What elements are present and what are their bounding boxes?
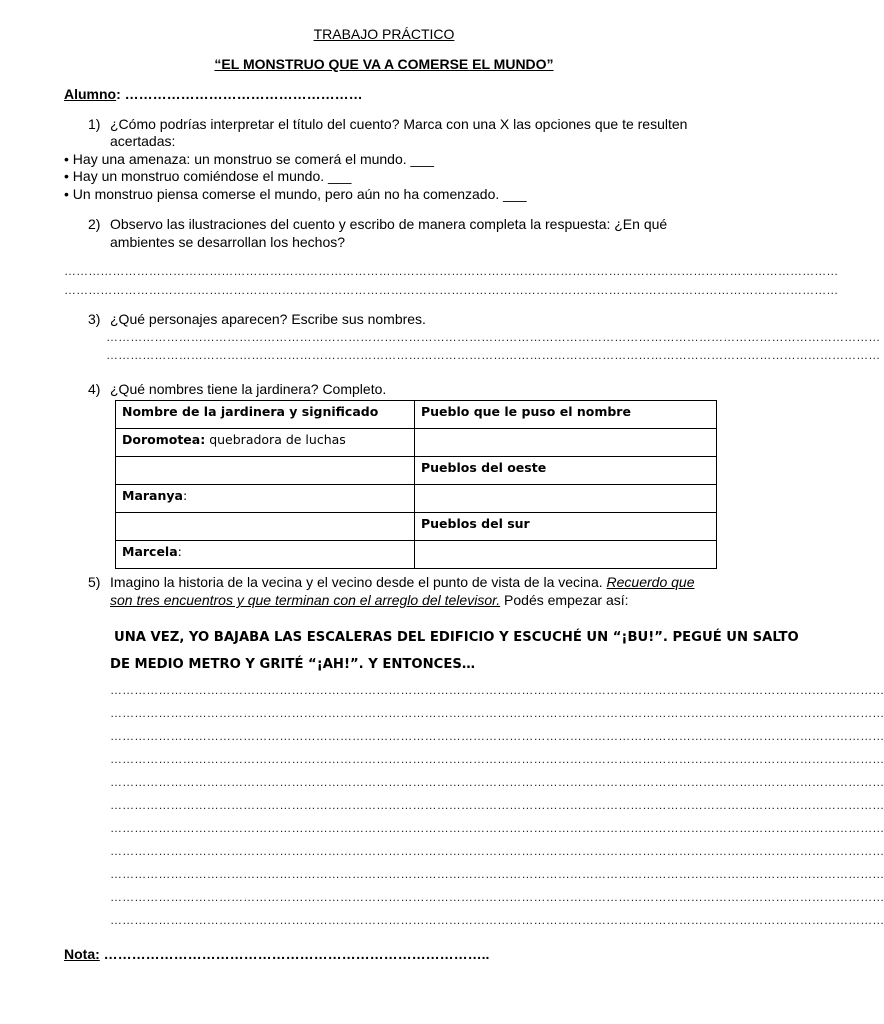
table-row	[116, 457, 717, 485]
document-title: TRABAJO PRÁCTICO	[313, 26, 455, 42]
q1-option-1[interactable]: • Hay una amenaza: un monstruo se comerá el mundo. ___	[64, 151, 434, 167]
story-answer-line-1[interactable]: …………………………………………………………………………………………………………………………………………………………………………	[110, 683, 884, 697]
gardener-names-table	[115, 400, 717, 569]
q2-number: 2)	[88, 216, 101, 232]
q3-answer-line-1[interactable]: …………………………………………………………………………………………………………………………………………………………………………	[106, 330, 881, 344]
q1-text-line2: acertadas:	[110, 133, 176, 149]
table-cell-name[interactable]	[116, 513, 415, 541]
q2-text-line1: Observo las ilustraciones del cuento y escribo de manera completa la respuesta: ¿En qué	[110, 216, 668, 232]
table-row	[116, 541, 717, 569]
story-opening-line-2: DE MEDIO METRO Y GRITÉ “¡AH!”. Y ENTONCES…	[110, 657, 476, 672]
table-cell-pueblo[interactable]	[415, 485, 717, 513]
story-answer-line-6[interactable]: …………………………………………………………………………………………………………………………………………………………………………	[110, 798, 884, 812]
student-label: Alumno	[64, 86, 117, 102]
story-answer-line-7[interactable]: …………………………………………………………………………………………………………………………………………………………………………	[110, 821, 884, 835]
table-cell-pueblo[interactable]: Pueblos del oeste	[415, 457, 717, 485]
story-title: “EL MONSTRUO QUE VA A COMERSE EL MUNDO”	[214, 56, 554, 72]
q1-text-line1: ¿Cómo podrías interpretar el título del cuento? Marca con una X las opciones que te resulten	[110, 116, 688, 132]
table-header-cell: Nombre de la jardinera y significado	[116, 401, 415, 429]
table-cell-name[interactable]	[116, 485, 415, 513]
story-answer-line-4[interactable]: …………………………………………………………………………………………………………………………………………………………………………	[110, 752, 884, 766]
story-answer-line-10[interactable]: …………………………………………………………………………………………………………………………………………………………………………	[110, 890, 884, 904]
gardener-name: Marcela	[122, 544, 178, 559]
table-header-row	[116, 401, 717, 429]
q1-option-3[interactable]: • Un monstruo piensa comerse el mundo, pero aún no ha comenzado. ___	[64, 186, 527, 202]
grade-line[interactable]	[64, 946, 489, 963]
q4-text-line1: ¿Qué nombres tiene la jardinera? Completo.	[110, 381, 387, 397]
q5-reminder-start: Recuerdo que	[606, 574, 695, 590]
q1-number: 1)	[88, 116, 101, 132]
story-answer-line-9[interactable]: …………………………………………………………………………………………………………………………………………………………………………	[110, 867, 884, 881]
gardener-name: Doromotea:	[122, 432, 206, 447]
q2-text-line2: ambientes se desarrollan los hechos?	[110, 234, 346, 250]
q3-answer-line-2[interactable]: …………………………………………………………………………………………………………………………………………………………………………	[106, 348, 881, 362]
q3-text-line1: ¿Qué personajes aparecen? Escribe sus nombres.	[110, 311, 426, 327]
q2-answer-line-1[interactable]: …………………………………………………………………………………………………………………………………………………………………………	[64, 264, 839, 278]
gardener-meaning: :	[182, 488, 188, 503]
q5-start-prompt: Podés empezar así:	[500, 592, 629, 608]
q4-number: 4)	[88, 381, 101, 397]
story-opening-line-1: UNA VEZ, YO BAJABA LAS ESCALERAS DEL EDIFICIO Y ESCUCHÉ UN “¡BU!”. PEGUÉ UN SALTO	[114, 630, 799, 645]
q2-answer-line-2[interactable]: …………………………………………………………………………………………………………………………………………………………………………	[64, 283, 839, 297]
story-answer-line-2[interactable]: …………………………………………………………………………………………………………………………………………………………………………	[110, 706, 884, 720]
grade-fill: ………………………………………………………………………..	[99, 946, 490, 962]
gardener-meaning: :	[177, 544, 182, 559]
q5-text-line2	[110, 592, 629, 609]
q3-number: 3)	[88, 311, 101, 327]
table-row	[116, 513, 717, 541]
story-answer-line-3[interactable]: …………………………………………………………………………………………………………………………………………………………………………	[110, 729, 884, 743]
table-cell-pueblo[interactable]	[415, 429, 717, 457]
q5-instruction: Imagino la historia de la vecina y el vecino desde el punto de vista de la vecina.	[110, 574, 607, 590]
grade-label: Nota:	[64, 946, 100, 962]
student-name-line[interactable]	[64, 86, 363, 103]
table-cell-name[interactable]	[116, 541, 415, 569]
gardener-meaning: quebradora de luchas	[205, 432, 346, 447]
table-cell-pueblo[interactable]	[415, 541, 717, 569]
q1-option-2[interactable]: • Hay un monstruo comiéndose el mundo. ___	[64, 168, 352, 184]
table-cell-pueblo[interactable]: Pueblos del sur	[415, 513, 717, 541]
table-header-cell: Pueblo que le puso el nombre	[415, 401, 717, 429]
q5-number: 5)	[88, 574, 101, 590]
story-answer-line-8[interactable]: …………………………………………………………………………………………………………………………………………………………………………	[110, 844, 884, 858]
story-answer-line-5[interactable]: …………………………………………………………………………………………………………………………………………………………………………	[110, 775, 884, 789]
table-cell-name[interactable]	[116, 457, 415, 485]
student-name-fill: : ……………………………………………	[116, 86, 363, 102]
q5-reminder-end: son tres encuentros y que terminan con el arreglo del televisor.	[110, 592, 501, 608]
table-row	[116, 429, 717, 457]
gardener-name: Maranya	[122, 488, 183, 503]
table-row	[116, 485, 717, 513]
table-cell-name[interactable]	[116, 429, 415, 457]
q5-text-line1	[110, 574, 694, 591]
story-answer-line-11[interactable]: …………………………………………………………………………………………………………………………………………………………………………	[110, 913, 884, 927]
